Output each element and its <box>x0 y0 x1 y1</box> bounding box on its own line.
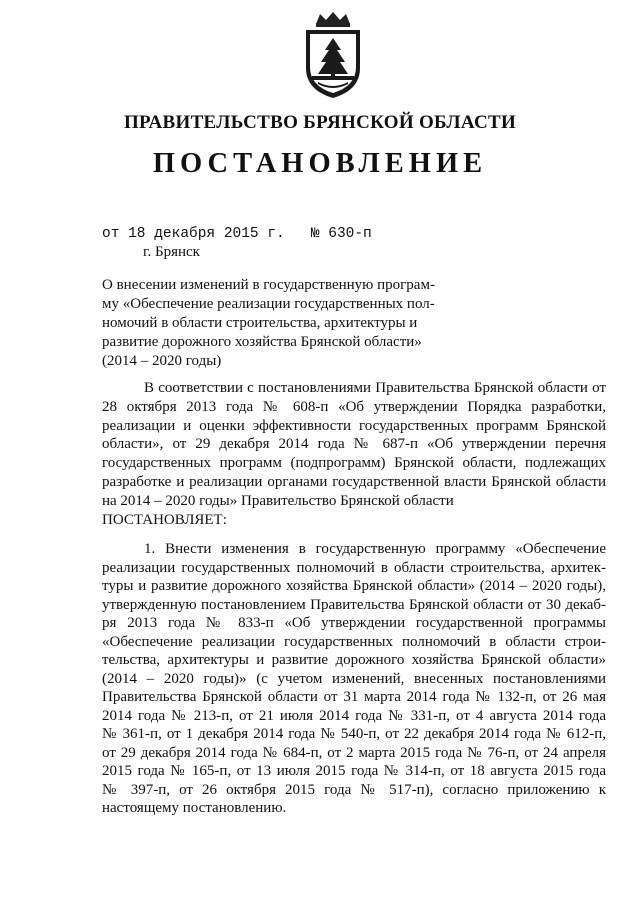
item-line: № 361-п, от 1 декабря 2014 года № 540-п, от 22 декабря 2014 года № 612-п, <box>102 726 606 742</box>
item-line: реализации государственных полномочий в области строительства, архитек- <box>102 559 606 576</box>
item-line: от 29 декабря 2014 года № 684-п, от 2 марта 2015 года № 76-п, от 24 апреля <box>102 744 606 761</box>
preamble-line: разработке и реализации органами государственной власти Брянской области <box>102 473 606 490</box>
city-label: г. Брянск <box>143 244 200 260</box>
item-line: 2015 года № 165-п, от 13 июля 2015 года № 314-п, от 18 августа 2015 года <box>102 763 606 779</box>
subject-line: му «Обеспечение реализации государственных пол- <box>102 296 435 312</box>
subject-line: (2014 – 2020 годы) <box>102 353 222 369</box>
date-and-number: от 18 декабря 2015 г. № 630-п <box>102 226 372 242</box>
preamble-paragraph <box>102 379 606 529</box>
coat-of-arms-emblem <box>292 10 374 100</box>
government-name: ПРАВИТЕЛЬСТВО БРЯНСКОЙ ОБЛАСТИ <box>123 112 517 133</box>
subject-block <box>102 276 462 371</box>
item-line: настоящему постановлению. <box>102 800 287 816</box>
subject-line: номочий в области строительства, архитектуры и <box>102 315 418 331</box>
preamble-line: 28 октября 2013 года № 608-п «Об утверждении Порядка разработки, <box>102 398 606 415</box>
preamble-line: на 2014 – 2020 годы» Правительство Брянской области <box>102 492 454 509</box>
preamble-line: реализации и оценки эффективности государственных программ Брянской <box>102 417 606 434</box>
document-type-title: ПОСТАНОВЛЕНИЕ <box>152 148 488 179</box>
item-line: (2014 – 2020 годы)» (с учетом изменений, внесенных постановлениями <box>102 670 606 687</box>
item-line: «Обеспечение реализации государственных полномочий в области строи- <box>102 633 606 650</box>
item-line: № 397-п, от 26 октября 2015 года № 517-п), согласно приложению к <box>102 781 606 798</box>
subject-line: О внесении изменений в государственную програм- <box>102 277 435 293</box>
resolve-word: ПОСТАНОВЛЯЕТ: <box>102 511 227 528</box>
preamble-line: В соответствии с постановлениями Правительства Брянской области от <box>144 380 606 396</box>
subject-line: развитие дорожного хозяйства Брянской области» <box>102 334 422 350</box>
preamble-line: области», от 29 декабря 2014 года № 687-п «Об утверждении перечня <box>102 436 606 453</box>
item-line: 1. Внести изменения в государственную программу «Обеспечение <box>144 541 606 557</box>
item-line: тельства, архитектуры и развитие дорожного хозяйства Брянской области» <box>102 652 606 668</box>
item-line: утвержденную постановлением Правительства Брянской области от 30 декаб- <box>102 596 606 613</box>
item-1-paragraph <box>102 540 606 818</box>
item-line: 2014 года № 213-п, от 21 июля 2014 года № 331-п, от 4 августа 2014 года <box>102 707 606 724</box>
item-line: Правительства Брянской области от 31 марта 2014 года № 132-п, от 26 мая <box>102 689 606 705</box>
preamble-line: государственных программ (подпрограмм) Брянской области, подлежащих <box>102 455 606 472</box>
item-line: ря 2013 года № 833-п «Об утверждении государственной программы <box>102 615 606 631</box>
item-line: туры и развитие дорожного хозяйства Брянской области» (2014 – 2020 годы), <box>102 578 606 594</box>
